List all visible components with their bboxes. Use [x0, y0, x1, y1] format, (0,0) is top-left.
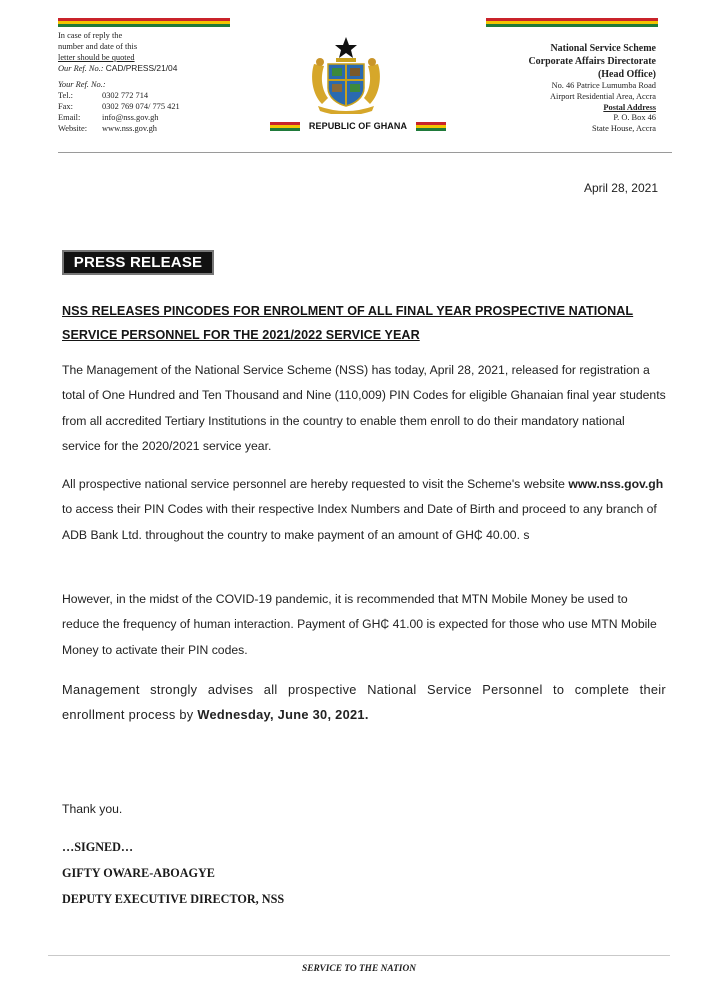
enrollment-deadline: Wednesday, June 30, 2021. [197, 707, 369, 723]
contact-email: Email: info@nss.gov.gh [58, 113, 159, 122]
your-ref: Your Ref. No.: [58, 80, 106, 89]
republic-of-ghana-banner [270, 120, 446, 134]
footer-motto: SERVICE TO THE NATION [301, 964, 416, 974]
letterhead-right: National Service Scheme Corporate Affairs Directorate (Head Office) No. 46 Patrice Lumumba Road Airport Residential Area, Accra Postal Address P. O. Box 46 State House, Accra [528, 43, 656, 134]
reply-note: In case of reply the number and date of this letter should be quoted [58, 31, 138, 62]
republic-label: REPUBLIC OF GHANA [308, 121, 408, 131]
nss-website-link: www.nss.gov.gh [568, 477, 664, 491]
flag-stripe-left [58, 18, 230, 27]
press-release-label: PRESS RELEASE [62, 250, 214, 275]
release-date: April 28, 2021 [583, 181, 658, 195]
ghana-coat-of-arms-icon [308, 36, 384, 114]
flag-stripe-right [486, 18, 658, 27]
thank-you: Thank you. [62, 802, 123, 816]
letterhead-left [58, 30, 248, 134]
paragraph-3: However, in the midst of the COVID-19 pandemic, it is recommended that MTN Mobile Money be used to reduce the frequency of human interaction. Payment of GH₵ 41.00 is expected for those who use MTN Mobile Money to activate their PIN codes. [62, 592, 657, 657]
paragraph-2: All prospective national service personnel are hereby requested to visit the Scheme's website www.nss.gov.gh to access their PIN Codes with their respective Index Numbers and Date of Birth and proceed to any branch of ADB Bank Ltd. throughout the country to make payment of an amount of GH₵ 40.00. s [62, 477, 664, 542]
our-ref: Our Ref. No.: CAD/PRESS/21/04 [58, 63, 178, 73]
footer-divider [48, 955, 670, 956]
paragraph-1: The Management of the National Service Scheme (NSS) has today, April 28, 2021, released for registration a total of One Hundred and Ten Thousand and Nine (110,009) PIN Codes for eligible Ghanaian final year students from all accredited Tertiary Institutions in the country to enable them enroll to do their mandatory national service for the 2020/2021 service year. [62, 363, 666, 454]
headline: NSS RELEASES PINCODES FOR ENROLMENT OF ALL FINAL YEAR PROSPECTIVE NATIONAL SERVICE PERSONNEL FOR THE 2021/2022 SERVICE YEAR [62, 304, 634, 342]
contact-fax: Fax: 0302 769 074/ 775 421 [58, 102, 180, 111]
header-divider [58, 152, 672, 153]
contact-website: Website: www.nss.gov.gh [58, 124, 157, 133]
signatory-title: DEPUTY EXECUTIVE DIRECTOR, NSS [62, 892, 285, 906]
paragraph-4: Management strongly advises all prospective National Service Personnel to complete their enrollment process by Wednesday, June 30, 2021. [62, 682, 666, 723]
signatory-name: GIFTY OWARE-ABOAGYE [62, 866, 215, 880]
contact-tel: Tel.: 0302 772 714 [58, 91, 149, 100]
signed-note: …SIGNED… [62, 840, 134, 854]
